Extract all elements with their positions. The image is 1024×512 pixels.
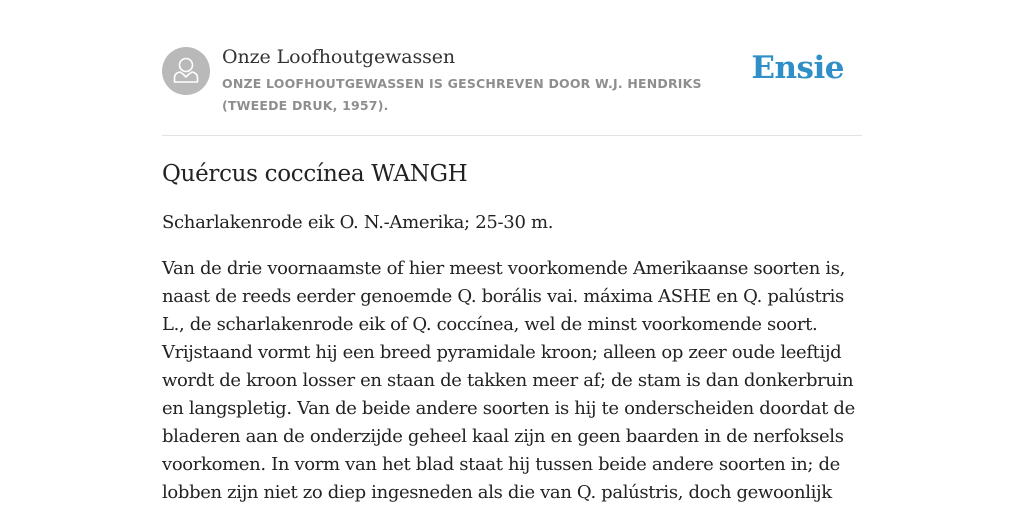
user-icon bbox=[162, 47, 210, 95]
book-description: ONZE LOOFHOUTGEWASSEN IS GESCHREVEN DOOR W.J. HENDRIKS (TWEEDE DRUK, 1957). bbox=[222, 76, 702, 113]
entry-subtitle: Scharlakenrode eik O. N.-Amerika; 25-30 m. bbox=[162, 212, 554, 233]
author-avatar[interactable] bbox=[162, 47, 210, 95]
entry-title: Quércus coccínea WANGH bbox=[162, 161, 468, 187]
book-header bbox=[162, 44, 862, 136]
entry-body: Van de drie voornaamste of hier meest voorkomende Amerikaanse soorten is, naast de reeds eerder genoemde Q. borális vai. máxima ASHE en Q. palústris L., de scharlakenrode eik of Q. coccínea, wel de minst voorkomende soort. Vrijstaand vormt hij een breed pyramidale kroon; alleen op zeer oude leeftijd wordt de kroon losser en staan de takken meer af; de stam is dan donkerbruin en langspletig. Van de beide andere soorten is hij te onderscheiden doordat de bladeren aan de onderzijde geheel kaal zijn en geen baarden in de nerfoksels voorkomen. In vorm van het blad staat hij tussen beide andere soorten in; de lobben zijn niet zo diep ingesneden als die van Q. palústris, doch gewoonlijk bbox=[162, 258, 855, 503]
ensie-logo-link[interactable]: Ensie bbox=[751, 50, 844, 86]
header-divider bbox=[162, 135, 862, 136]
entry-content bbox=[162, 157, 862, 507]
book-title[interactable]: Onze Loofhoutgewassen bbox=[222, 46, 456, 68]
